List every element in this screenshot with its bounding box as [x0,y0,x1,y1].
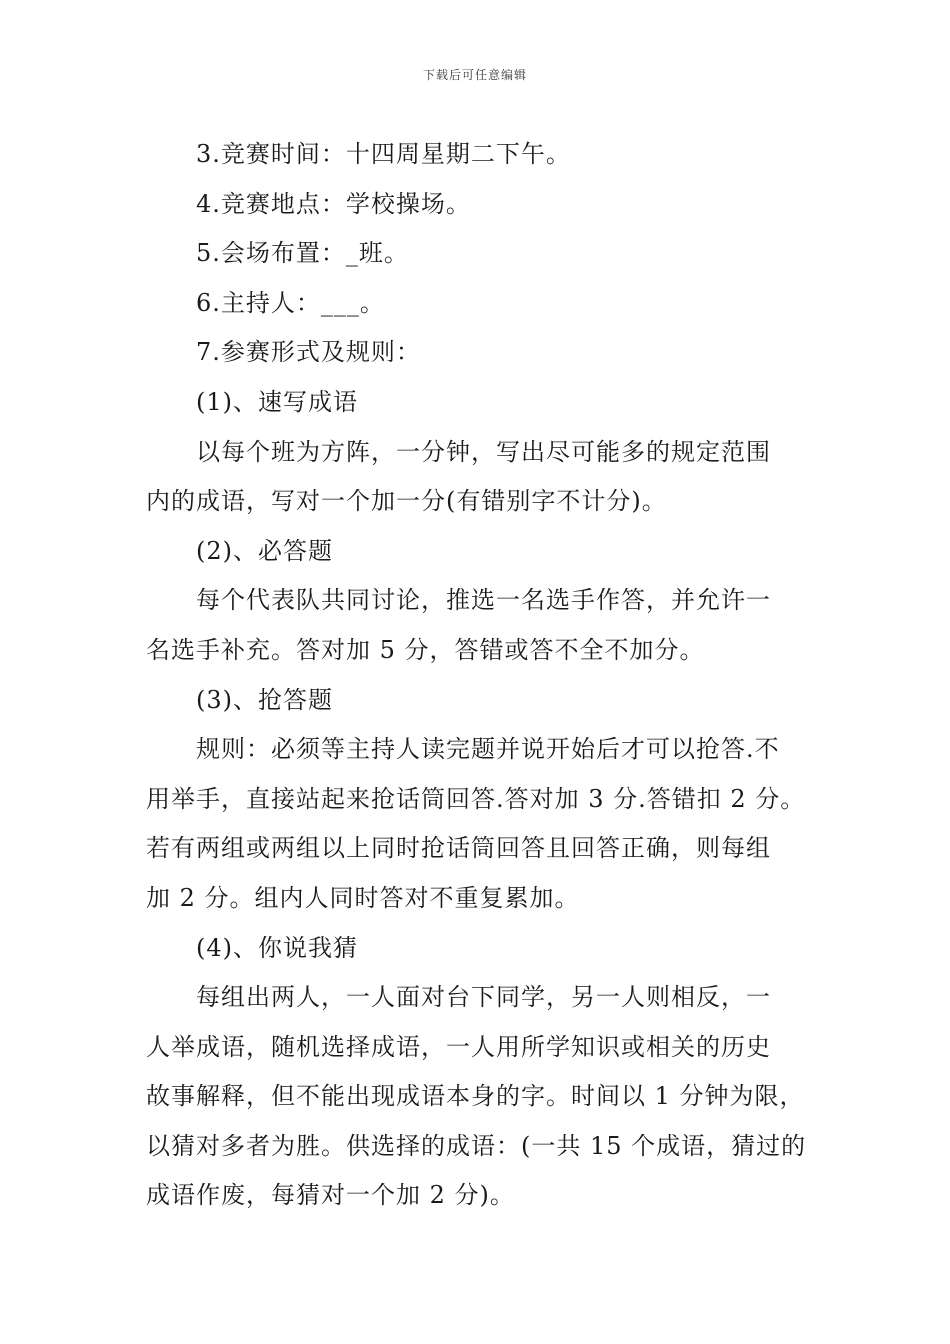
paragraph-host: 6.主持人：___。 [196,288,385,317]
paragraph-line: 以每个班为方阵，一分钟，写出尽可能多的规定范围 [196,437,771,466]
paragraph-line: 规则：必须等主持人读完题并说开始后才可以抢答.不 [196,735,780,764]
header-note: 下载后可任意编辑 [422,68,527,82]
paragraph-line: 用举手，直接站起来抢话筒回答.答对加 3 分.答错扣 2 分。 [146,784,806,813]
paragraph-competition-time: 3.竞赛时间：十四周星期二下午。 [196,140,571,168]
section-heading-speed-writing: (1)、速写成语 [196,387,358,416]
paragraph-line: 每个代表队共同讨论，推选一名选手作答，并允许一 [196,586,771,615]
paragraph-line: 成语作废，每猜对一个加 2 分)。 [146,1181,515,1210]
paragraph-line: 每组出两人，一人面对台下同学，另一人则相反，一 [196,983,771,1012]
paragraph-line: 内的成语，写对一个加一分(有错别字不计分)。 [146,487,667,516]
paragraph-line: 加 2 分。组内人同时答对不重复累加。 [146,883,580,912]
paragraph-line: 以猜对多者为胜。供选择的成语：(一共 15 个成语，猜过的 [146,1131,807,1160]
paragraph-competition-venue: 4.竞赛地点：学校操场。 [196,189,471,218]
paragraph-venue-setup: 5.会场布置：_班。 [196,239,409,268]
section-heading-you-say-i-guess: (4)、你说我猜 [196,933,358,962]
document-body [146,130,810,1221]
paragraph-line: 名选手补充。答对加 5 分，答错或答不全不加分。 [146,635,705,664]
section-heading-required-questions: (2)、必答题 [196,536,333,565]
paragraph-line: 人举成语，随机选择成语，一人用所学知识或相关的历史 [146,1032,771,1061]
section-heading-quick-answer: (3)、抢答题 [196,685,333,714]
paragraph-format-rules: 7.参赛形式及规则： [196,338,421,367]
paragraph-line: 若有两组或两组以上同时抢话筒回答且回答正确，则每组 [146,834,771,863]
paragraph-line: 故事解释，但不能出现成语本身的字。时间以 1 分钟为限， [146,1082,805,1111]
